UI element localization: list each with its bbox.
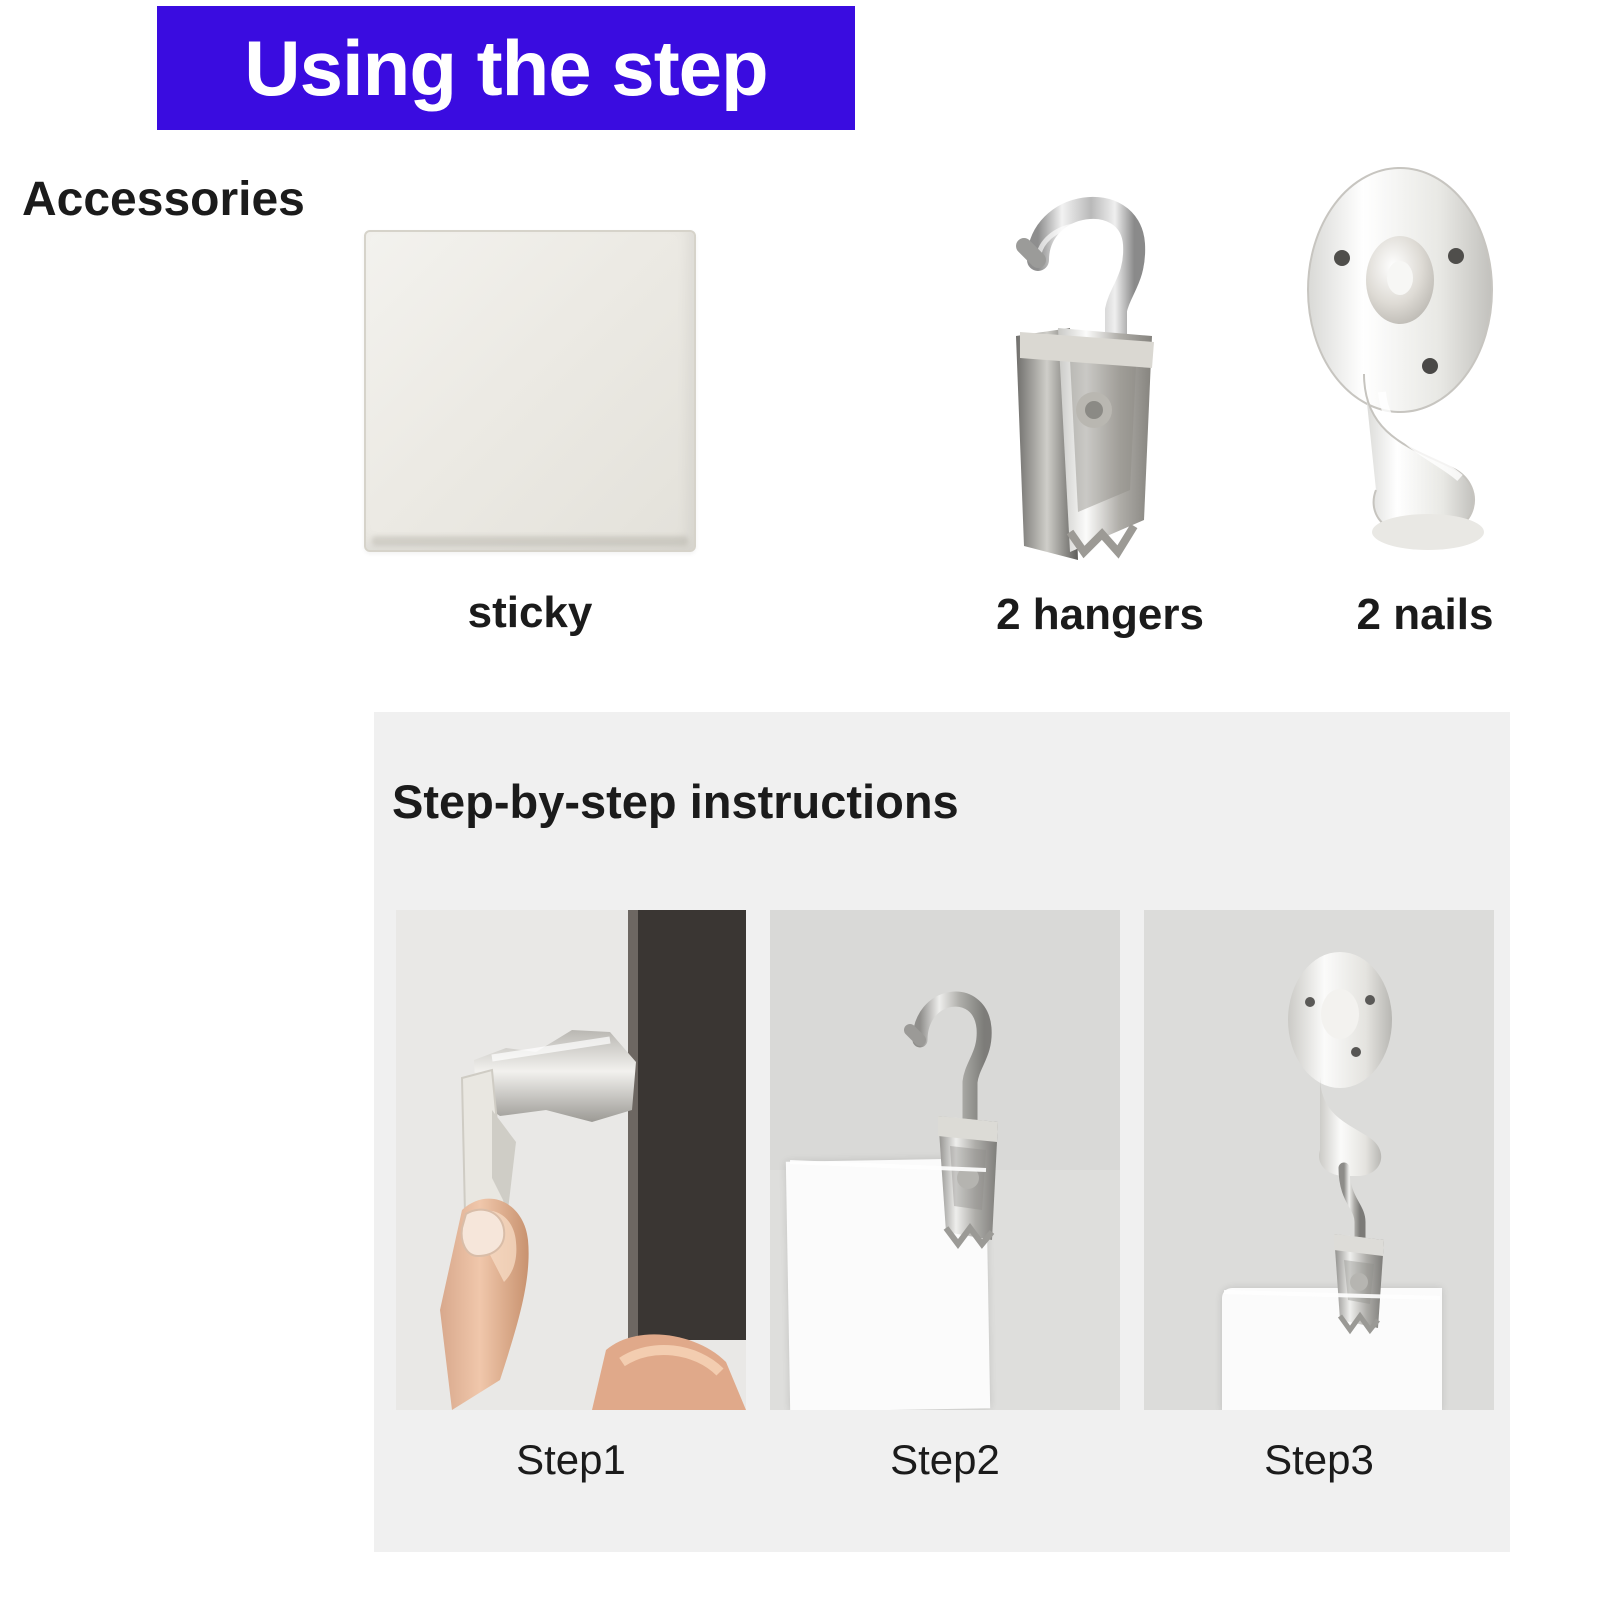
step-cards <box>396 910 1496 1484</box>
adhesive-wall-hook-icon <box>1260 160 1590 560</box>
step-label: Step1 <box>516 1436 626 1483</box>
page-title: Using the step <box>244 24 768 112</box>
accessory-caption: 2 nails <box>1356 590 1494 639</box>
title-banner <box>157 6 855 130</box>
accessory-caption: sticky <box>467 588 593 637</box>
accessory-item-sticky <box>360 230 700 638</box>
step3-illustration <box>1144 910 1494 1410</box>
step-card <box>1144 910 1494 1484</box>
step-card <box>770 910 1120 1484</box>
accessory-caption: 2 hangers <box>996 590 1204 639</box>
steps-heading: Step-by-step instructions <box>392 775 959 828</box>
step-label: Step3 <box>1264 1436 1374 1483</box>
step2-illustration <box>770 910 1120 1410</box>
metal-clip-hook-icon <box>920 160 1280 560</box>
accessories-heading: Accessories <box>22 173 305 226</box>
accessories-row <box>300 150 1550 670</box>
accessory-item-hangers <box>920 160 1280 640</box>
accessory-item-nails <box>1260 160 1590 640</box>
steps-panel <box>374 712 1510 1552</box>
step1-illustration <box>396 910 746 1410</box>
step-card <box>396 910 746 1484</box>
step-label: Step2 <box>890 1436 1000 1483</box>
adhesive-pad-icon <box>364 230 696 552</box>
